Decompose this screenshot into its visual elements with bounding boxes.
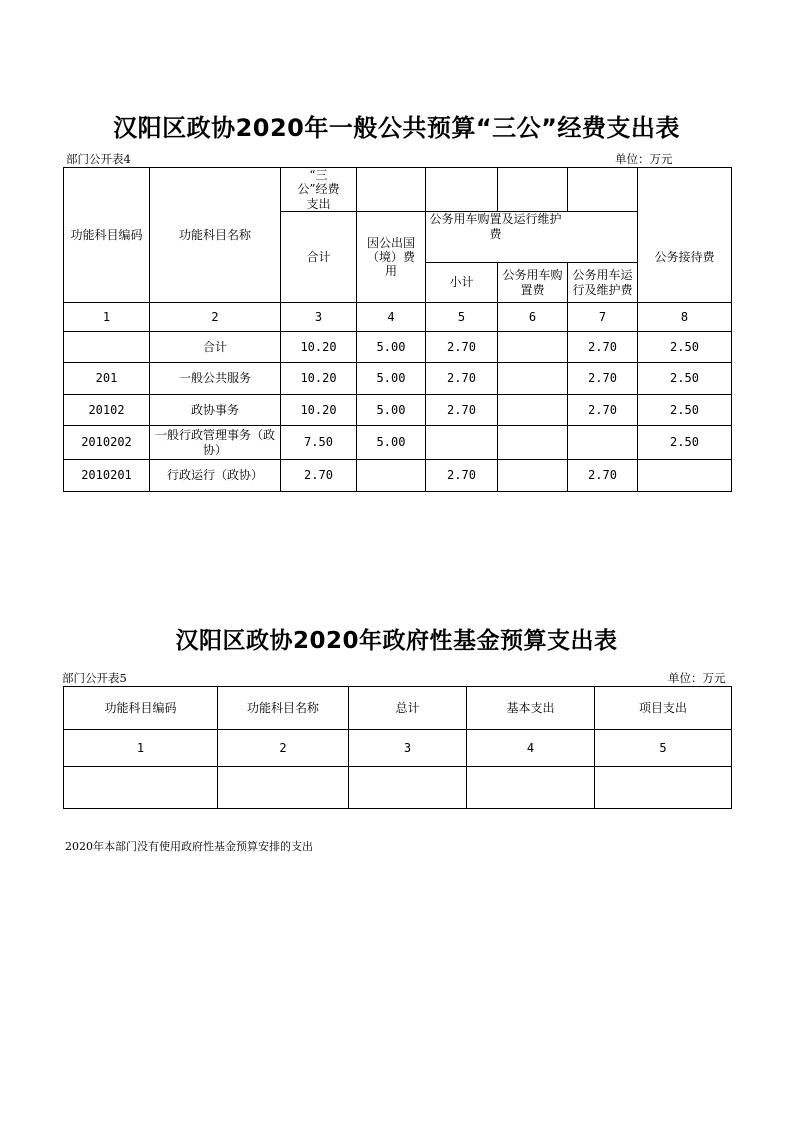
header-total: 合计 [281, 212, 357, 303]
table-row [64, 460, 732, 492]
col-number: 2 [218, 730, 349, 767]
col-number: 5 [426, 303, 498, 332]
col-number: 4 [357, 303, 426, 332]
sangong-table [63, 167, 732, 492]
table-row [64, 363, 732, 395]
cell: 5.00 [357, 395, 426, 426]
cell: 2.50 [638, 426, 732, 460]
cell: 7.50 [281, 426, 357, 460]
header-empty [568, 168, 638, 212]
header-cell: 项目支出 [595, 687, 732, 730]
header-subtotal: 小计 [426, 263, 498, 303]
header-empty [426, 168, 498, 212]
header-sangong: “三公”经费支出 [281, 168, 357, 212]
table-row [64, 332, 732, 363]
header-cell: 功能科目名称 [218, 687, 349, 730]
cell: 5.00 [357, 426, 426, 460]
cell: 2.50 [638, 332, 732, 363]
cell: 2.50 [638, 395, 732, 426]
col-number: 8 [638, 303, 732, 332]
cell: 2.70 [568, 332, 638, 363]
header-func-code: 功能科目编码 [64, 168, 150, 303]
header-cell: 总计 [349, 687, 467, 730]
cell [64, 767, 218, 809]
col-number: 1 [64, 730, 218, 767]
col-number: 4 [467, 730, 595, 767]
col-number: 3 [281, 303, 357, 332]
col-number: 7 [568, 303, 638, 332]
cell [357, 460, 426, 492]
cell: 2010202 [64, 426, 150, 460]
cell: 5.00 [357, 332, 426, 363]
header-purchase: 公务用车购置费 [498, 263, 568, 303]
cell: 一般行政管理事务（政协） [150, 426, 281, 460]
header-operation: 公务用车运行及维护费 [568, 263, 638, 303]
cell [595, 767, 732, 809]
header-vehicle: 公务用车购置及运行维护费 [426, 212, 638, 263]
cell [64, 332, 150, 363]
col-number: 3 [349, 730, 467, 767]
cell: 行政运行（政协） [150, 460, 281, 492]
col-number: 6 [498, 303, 568, 332]
header-func-name: 功能科目名称 [150, 168, 281, 303]
cell [467, 767, 595, 809]
cell: 2.70 [281, 460, 357, 492]
cell [426, 426, 498, 460]
cell: 2.70 [426, 395, 498, 426]
header-cell: 基本支出 [467, 687, 595, 730]
table1-code: 部门公开表4 [66, 152, 131, 166]
table-row [64, 395, 732, 426]
cell: 201 [64, 363, 150, 395]
header-cell: 功能科目编码 [64, 687, 218, 730]
table2-title: 汉阳区政协2020年政府性基金预算支出表 [175, 628, 618, 654]
col-number: 1 [64, 303, 150, 332]
cell [638, 460, 732, 492]
cell [498, 332, 568, 363]
cell: 2.70 [568, 460, 638, 492]
cell [498, 460, 568, 492]
cell: 10.20 [281, 332, 357, 363]
cell: 2010201 [64, 460, 150, 492]
header-abroad: 因公出国（境）费用 [357, 212, 426, 303]
cell: 10.20 [281, 395, 357, 426]
cell: 2.70 [426, 332, 498, 363]
cell: 合计 [150, 332, 281, 363]
cell: 10.20 [281, 363, 357, 395]
table-row [64, 426, 732, 460]
cell [498, 363, 568, 395]
cell: 2.70 [426, 460, 498, 492]
header-empty [638, 168, 732, 212]
table1-unit: 单位：万元 [615, 152, 673, 166]
cell: 2.70 [568, 363, 638, 395]
header-reception: 公务接待费 [638, 212, 732, 303]
cell: 20102 [64, 395, 150, 426]
cell [568, 426, 638, 460]
header-empty [498, 168, 568, 212]
cell [498, 395, 568, 426]
col-number: 2 [150, 303, 281, 332]
note-text: 2020年本部门没有使用政府性基金预算安排的支出 [65, 840, 313, 853]
cell: 2.50 [638, 363, 732, 395]
cell [218, 767, 349, 809]
fund-table [63, 686, 732, 809]
cell: 2.70 [426, 363, 498, 395]
col-number: 5 [595, 730, 732, 767]
cell: 一般公共服务 [150, 363, 281, 395]
table1-title: 汉阳区政协2020年一般公共预算“三公”经费支出表 [113, 114, 680, 142]
header-empty [357, 168, 426, 212]
table2-code: 部门公开表5 [62, 671, 127, 685]
cell: 政协事务 [150, 395, 281, 426]
cell [349, 767, 467, 809]
table2-unit: 单位：万元 [668, 671, 726, 685]
table-row [64, 767, 732, 809]
cell: 2.70 [568, 395, 638, 426]
cell: 5.00 [357, 363, 426, 395]
cell [498, 426, 568, 460]
